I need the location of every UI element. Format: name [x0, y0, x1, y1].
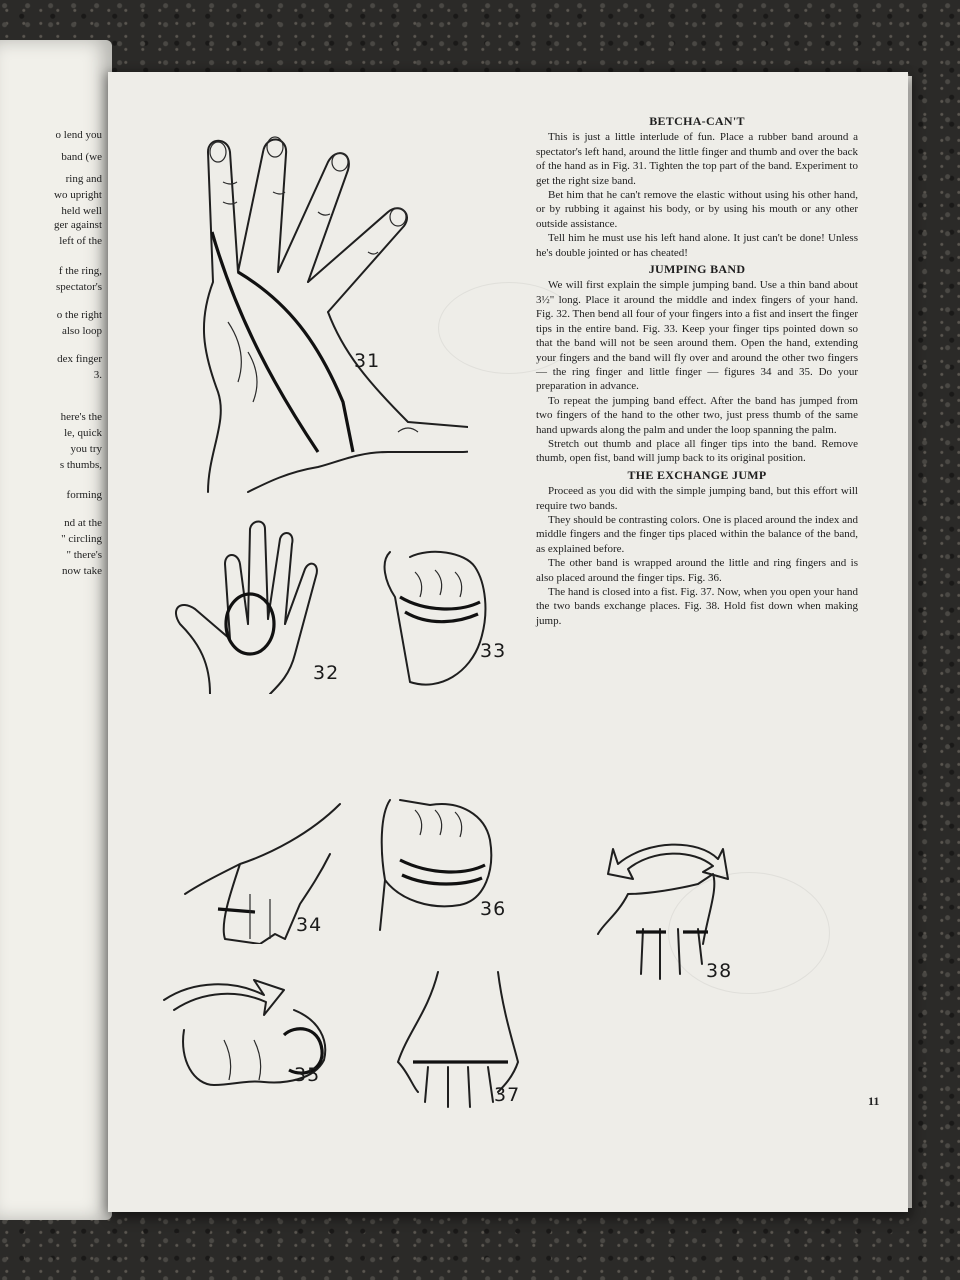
- right-page: [108, 72, 908, 1212]
- figure-label-37: 37: [494, 1084, 521, 1106]
- figure-34: [180, 794, 360, 949]
- figure-label-32: 32: [313, 662, 340, 684]
- left-page-text-fragment: 3.: [93, 369, 102, 381]
- figure-label-35: 35: [294, 1064, 321, 1086]
- figure-36: [370, 790, 510, 945]
- section-paragraph: Stretch out thumb and place all finger tips into the band. Remove thumb, open fist, band will jump back to its original position.: [536, 437, 858, 465]
- page-number: 11: [868, 1094, 880, 1108]
- left-page-text-fragment: s thumbs,: [59, 459, 102, 471]
- section-paragraph: The other band is wrapped around the little and ring fingers and is also placed around the finger tips. Fig. 36.: [536, 557, 858, 584]
- left-page: [0, 40, 112, 1220]
- left-page-text-fragment: you try: [70, 443, 102, 455]
- section-paragraph: We will first explain the simple jumping band. Use a thin band about 3½" long. Place it around the middle and index fingers of your hand. Fig. 32. Then bend all four of your fingers into a fist and insert the finger tips in the entire band. Fig. 33. Keep your finger tips pointed down so that the band will not be seen around them. Open the hand, extending your fingers and the band will fly over and around the other two fingers — the ring finger and little finger — figures 34 and 35. Do your preparation in advance.: [536, 279, 858, 393]
- figure-label-34: 34: [296, 914, 323, 936]
- section-paragraph: Bet him that he can't remove the elastic without using his other hand, or by rubbing it against his body, or by using his mouth or any other outside assistance.: [536, 189, 858, 230]
- section-paragraph: They should be contrasting colors. One is placed around the index and middle fingers and the finger tips placed within the balance of the band, as explained before.: [536, 513, 858, 555]
- figure-label-33: 33: [480, 640, 507, 662]
- left-page-text-fragment: ring and: [65, 173, 102, 185]
- section-heading: JUMPING BAND: [648, 262, 746, 277]
- left-page-text-fragment: held well: [61, 205, 102, 217]
- left-page-text-fragment: here's the: [60, 411, 102, 423]
- figure-label-38: 38: [706, 960, 733, 982]
- section-paragraph: Proceed as you did with the simple jumping band, but this effort will require two bands.: [536, 485, 858, 512]
- left-page-text-fragment: left of the: [59, 235, 102, 247]
- section-paragraph: Tell him he must use his left hand alone. It just can't be done! Unless he's double jointed or has cheated!: [536, 232, 858, 259]
- left-page-text-fragment: f the ring,: [58, 265, 102, 277]
- hand-illustration-33: [370, 542, 510, 692]
- left-page-text-fragment: o the right: [56, 309, 102, 321]
- section-heading: THE EXCHANGE JUMP: [627, 467, 767, 482]
- figure-label-31: 31: [354, 350, 381, 372]
- figure-33: [370, 542, 510, 697]
- section-paragraph: This is just a little interlude of fun. Place a rubber band around a spectator's left hand, around the little finger and thumb and over the back of the hand as in Fig. 31. Tighten the top part of the band. Experiment to get the right size band.: [536, 131, 858, 187]
- left-page-text-fragment: nd at the: [64, 517, 102, 529]
- figure-31: [168, 122, 468, 507]
- text-column: [536, 112, 858, 628]
- hand-illustration-31: [168, 122, 468, 502]
- left-page-text-fragment: now take: [61, 565, 102, 577]
- left-page-text-fragment: spectator's: [56, 281, 102, 293]
- hand-illustration-34: [180, 794, 360, 944]
- left-page-text-fragment: le, quick: [64, 427, 102, 439]
- section-paragraph: To repeat the jumping band effect. After the band has jumped from two fingers of the hand to the other two, just press thumb of the same hand upwards along the palm and under the loop spanning the palm.: [536, 394, 858, 436]
- left-page-text-fragment: forming: [66, 489, 102, 501]
- left-page-text-fragment: also loop: [61, 325, 102, 337]
- left-page-text-fragment: o lend you: [55, 129, 102, 141]
- section-heading: BETCHA-CAN'T: [649, 114, 745, 128]
- figure-label-36: 36: [480, 898, 507, 920]
- left-page-text-fragment: band (we: [61, 151, 102, 163]
- left-page-text-fragment: dex finger: [57, 353, 102, 365]
- left-page-text-fragment: ger against: [54, 219, 102, 231]
- left-page-text-fragment: " circling: [61, 533, 102, 545]
- left-page-text-fragment: " there's: [66, 549, 102, 561]
- section-paragraph: The hand is closed into a fist. Fig. 37. Now, when you open your hand the two bands exchange places. Fig. 38. Hold fist down when making jump.: [536, 586, 858, 627]
- left-page-text-fragment: wo upright: [54, 189, 102, 201]
